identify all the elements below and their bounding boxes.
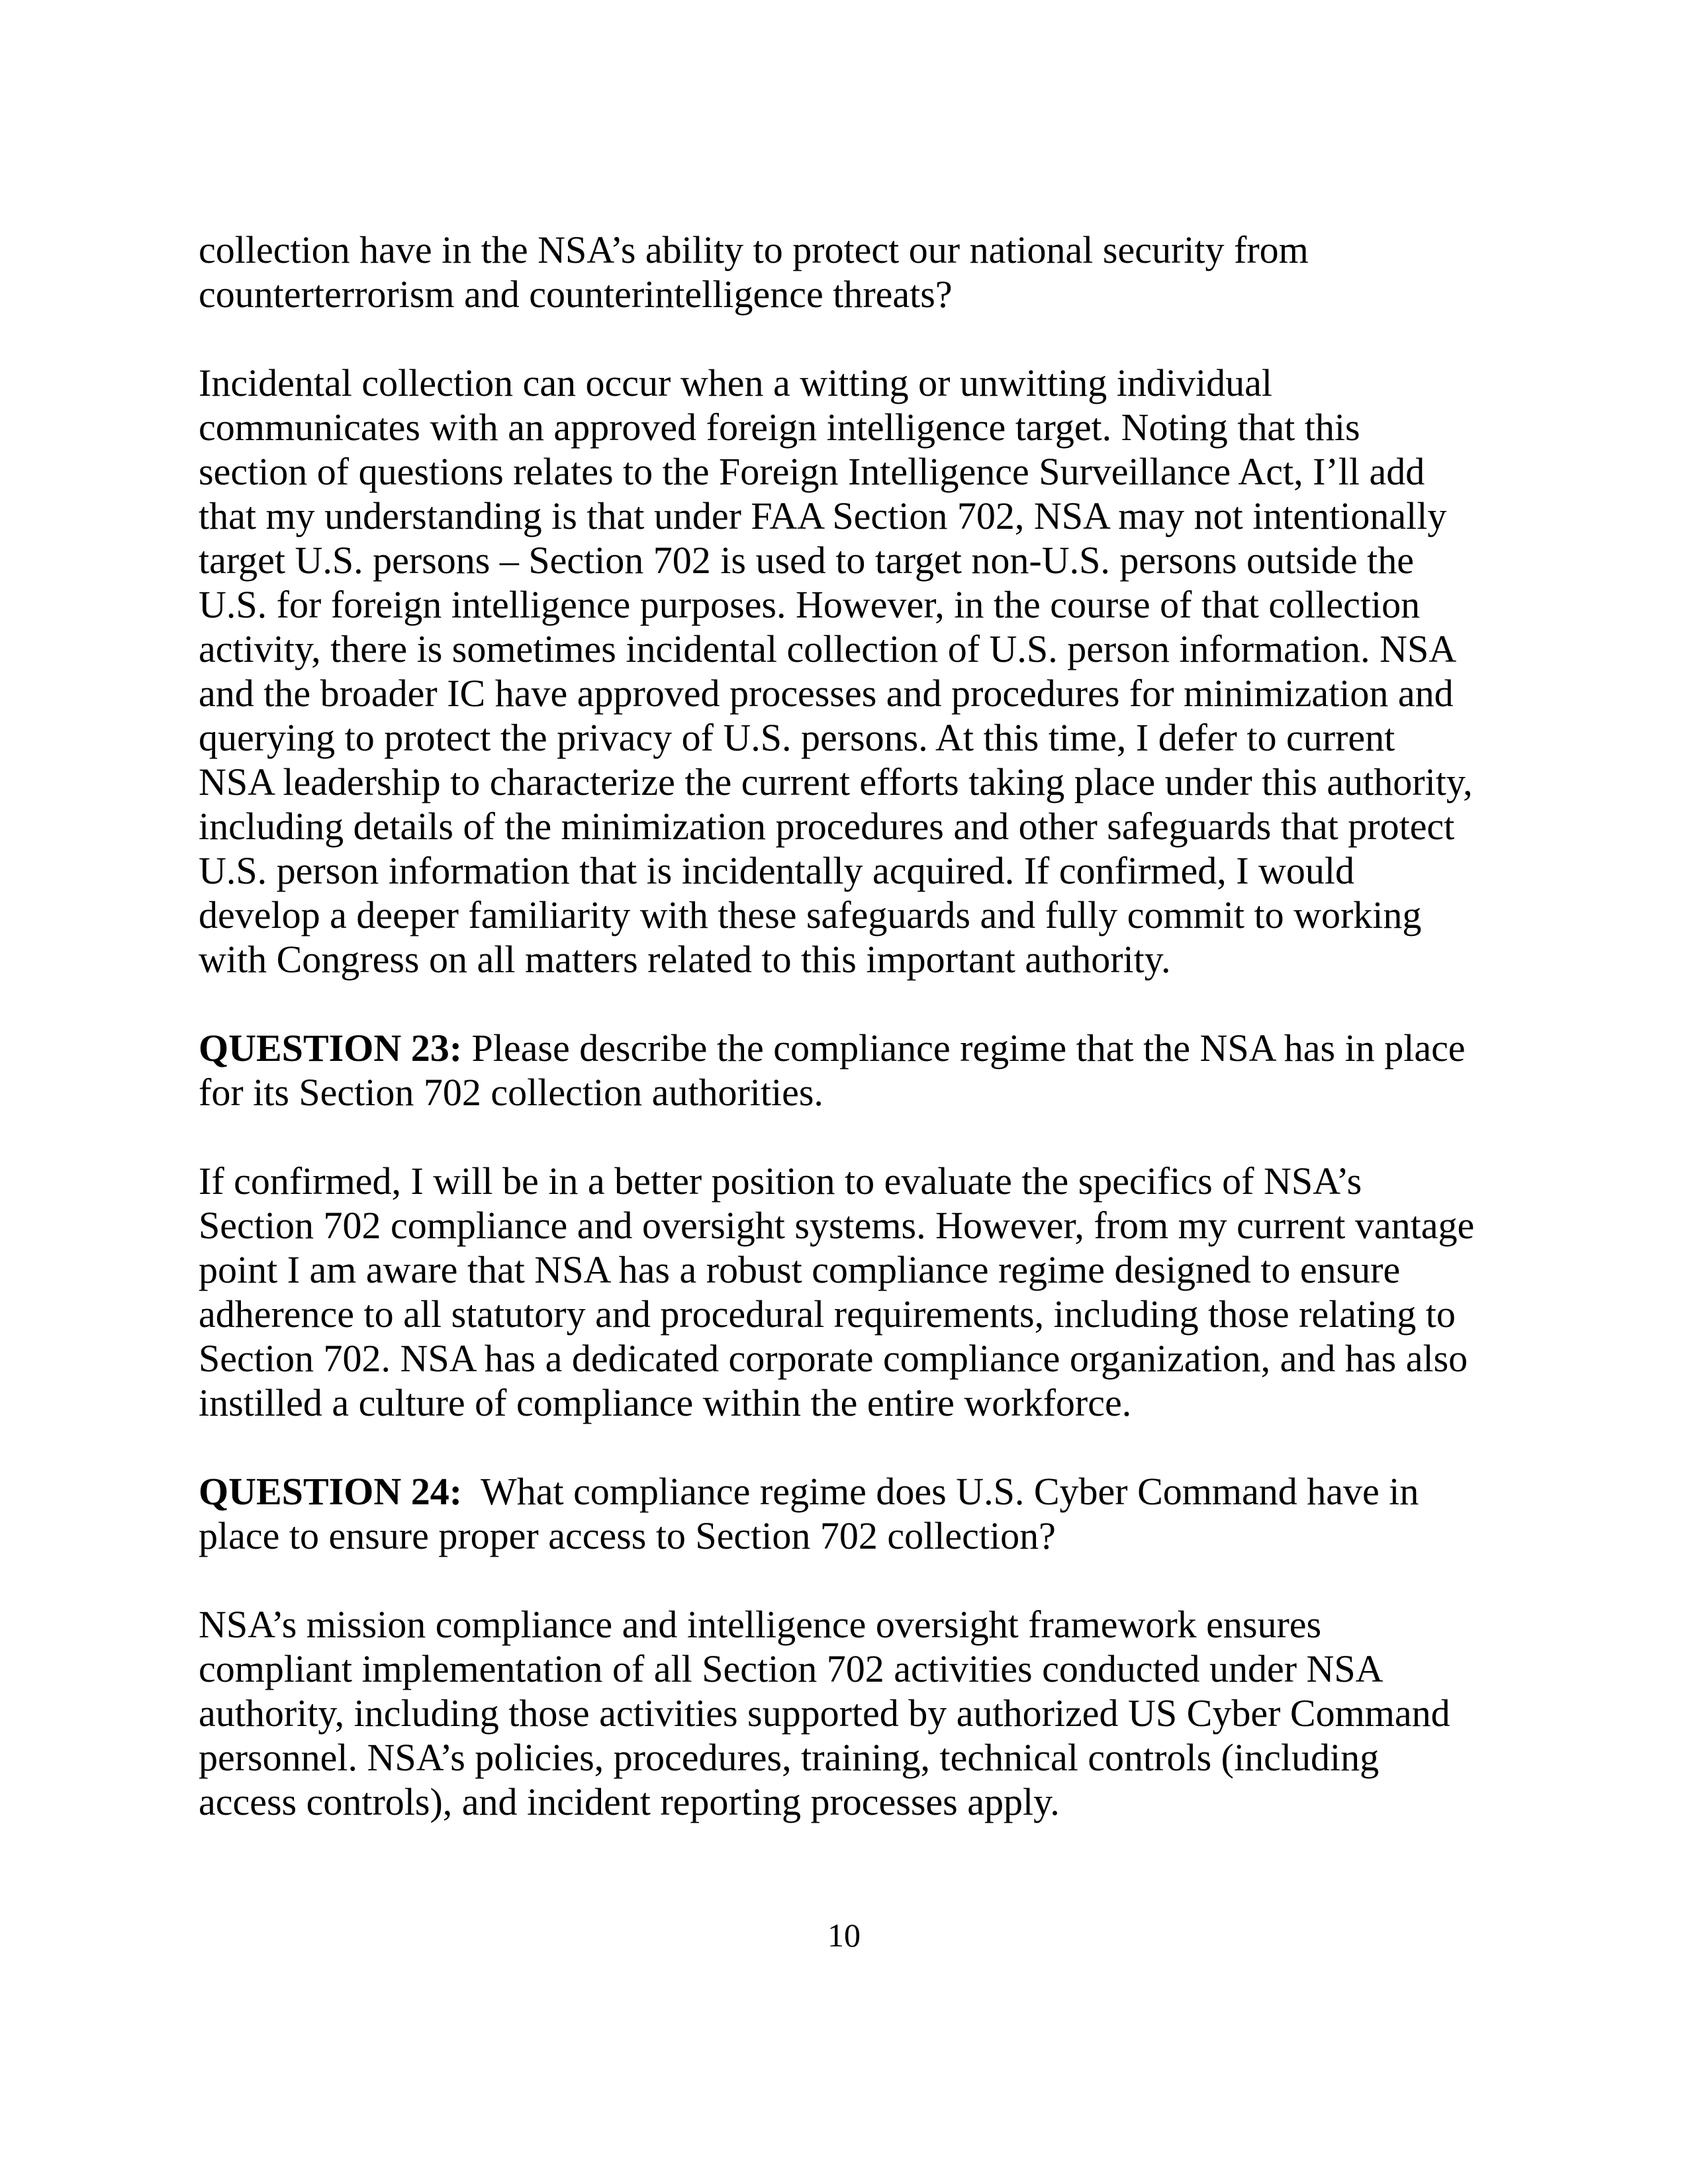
answer-23-paragraph [199, 1159, 1509, 1425]
text-line: U.S. person information that is incidentally acquired. If confirmed, I would [199, 849, 1355, 892]
text-line: querying to protect the privacy of U.S. persons. At this time, I defer to current [199, 716, 1395, 759]
paragraph-spacer [199, 1558, 1509, 1602]
paragraph-spacer [199, 981, 1509, 1026]
text-line: for its Section 702 collection authorities. [199, 1071, 823, 1114]
text-line: and the broader IC have approved processes and procedures for minimization and [199, 672, 1454, 715]
text-line [199, 1469, 1509, 1514]
text-line: U.S. for foreign intelligence purposes. However, in the course of that collection [199, 583, 1421, 626]
document-body [199, 228, 1509, 1824]
text-line: point I am aware that NSA has a robust compliance regime designed to ensure [199, 1248, 1401, 1291]
text-line: including details of the minimization procedures and other safeguards that protect [199, 805, 1455, 848]
text-line: with Congress on all matters related to this important authority. [199, 938, 1171, 981]
text-line: activity, there is sometimes incidental collection of U.S. person information. NSA [199, 627, 1457, 670]
question-text: What compliance regime does U.S. Cyber Command have in [462, 1470, 1419, 1513]
question-23 [199, 1026, 1509, 1115]
text-line: access controls), and incident reporting processes apply. [199, 1780, 1060, 1823]
text-line: place to ensure proper access to Section 702 collection? [199, 1514, 1056, 1557]
paragraph-spacer [199, 1115, 1509, 1159]
question-label: QUESTION 23: [199, 1026, 463, 1069]
page-number: 10 [827, 1917, 861, 1954]
text-line: compliant implementation of all Section 702 activities conducted under NSA [199, 1647, 1383, 1690]
text-line: authority, including those activities supported by authorized US Cyber Command [199, 1692, 1450, 1735]
text-line: collection have in the NSA’s ability to protect our national security from [199, 228, 1309, 271]
text-line: NSA leadership to characterize the current efforts taking place under this authority, [199, 760, 1473, 803]
text-line: develop a deeper familiarity with these safeguards and fully commit to working [199, 893, 1422, 936]
question-24 [199, 1469, 1509, 1558]
text-line: adherence to all statutory and procedural requirements, including those relating to [199, 1293, 1456, 1336]
text-line: instilled a culture of compliance within the entire workforce. [199, 1381, 1132, 1424]
text-line: Section 702. NSA has a dedicated corporate compliance organization, and has also [199, 1337, 1468, 1380]
question-22-continuation [199, 228, 1509, 316]
question-text: Please describe the compliance regime that the NSA has in place [462, 1026, 1466, 1069]
paragraph-spacer [199, 1425, 1509, 1469]
answer-22-paragraph [199, 361, 1509, 981]
text-line: Section 702 compliance and oversight systems. However, from my current vantage [199, 1204, 1475, 1247]
text-line: If confirmed, I will be in a better position to evaluate the specifics of NSA’s [199, 1160, 1362, 1203]
text-line: that my understanding is that under FAA Section 702, NSA may not intentionally [199, 494, 1447, 537]
text-line: Incidental collection can occur when a witting or unwitting individual [199, 361, 1272, 404]
text-line [199, 1026, 1509, 1070]
text-line: counterterrorism and counterintelligence threats? [199, 273, 953, 316]
text-line: NSA’s mission compliance and intelligence oversight framework ensures [199, 1603, 1322, 1646]
question-label: QUESTION 24: [199, 1470, 463, 1513]
answer-24-paragraph [199, 1602, 1509, 1824]
text-line: communicates with an approved foreign intelligence target. Noting that this [199, 406, 1360, 449]
text-line: section of questions relates to the Foreign Intelligence Surveillance Act, I’ll add [199, 450, 1425, 493]
text-line: target U.S. persons – Section 702 is used to target non-U.S. persons outside the [199, 539, 1414, 582]
paragraph-spacer [199, 316, 1509, 361]
text-line: personnel. NSA’s policies, procedures, training, technical controls (including [199, 1736, 1380, 1779]
